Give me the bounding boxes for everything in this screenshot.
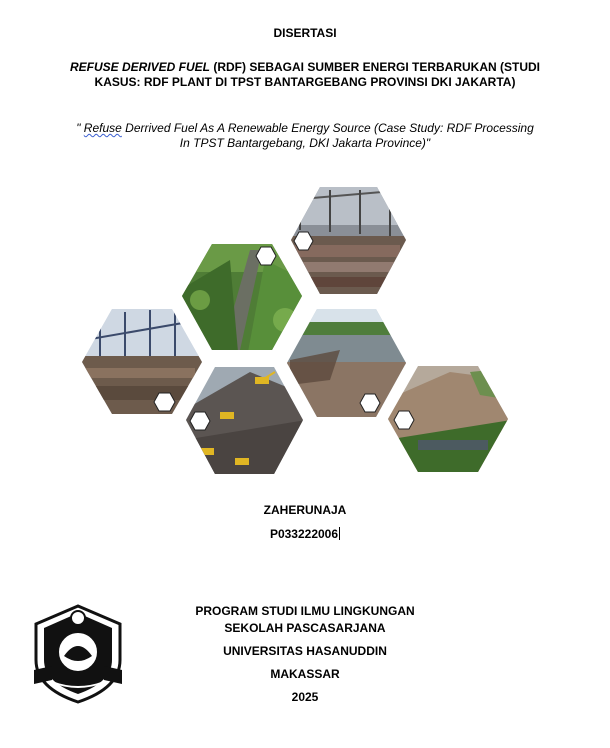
photo-steel-frame [80, 307, 205, 417]
subtitle-rest: Derrived Fuel As A Renewable Energy Source (Case Study: RDF Processing In TPST Bantargebang, DKI Jakarta Province)" [121, 121, 534, 150]
subtitle-open-quote: " [76, 121, 84, 135]
student-id-value: P033222006 [269, 527, 339, 541]
university-name: UNIVERSITAS HASANUDDIN [223, 644, 387, 658]
title-italic-part: REFUSE DERIVED FUEL [69, 60, 210, 74]
student-id [0, 527, 610, 541]
hex-marker-6 [394, 411, 414, 429]
hex-marker-5 [190, 412, 210, 430]
hex-marker-3 [154, 393, 175, 411]
photo-green-canal [180, 242, 305, 352]
program-name: PROGRAM STUDI ILMU LINGKUNGAN [195, 604, 415, 618]
school-name: SEKOLAH PASCASARJANA [224, 621, 386, 635]
hex-marker-2 [256, 247, 276, 265]
subtitle-spellcheck-word: Refuse [83, 121, 122, 135]
title-rest: (RDF) SEBAGAI SUMBER ENERGI TERBARUKAN (STUDI KASUS: RDF PLANT DI TPST BANTARGEBANG PROVINSI DKI JAKARTA) [94, 60, 540, 89]
text-cursor [339, 527, 340, 540]
hex-marker-4 [360, 394, 380, 412]
photo-landfill-pond [285, 307, 410, 419]
document-type: DISERTASI [273, 26, 337, 40]
author-name: ZAHERUNAJA [263, 503, 347, 517]
year: 2025 [291, 690, 319, 704]
city-name: MAKASSAR [270, 667, 340, 681]
